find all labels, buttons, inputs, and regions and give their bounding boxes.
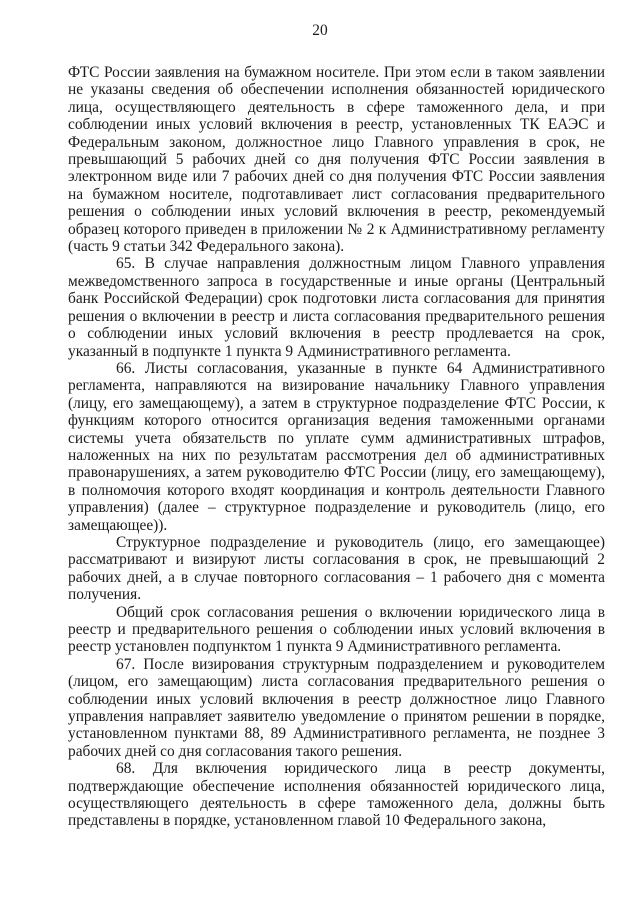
document-body	[68, 64, 605, 830]
paragraph-67: 67. После визирования структурным подразделением и руководителем (лицом, его замещающим) листа согласования предварительного решения о соблюдении иных условий включения в реестр должностное лицо Главного управления направляет заявителю уведомление о принятом решении в порядке, установленном пунктами 88, 89 Административного регламента, не позднее 3 рабочих дней со дня согласования такого решения.	[68, 655, 605, 760]
paragraph-66: 66. Листы согласования, указанные в пункте 64 Административного регламента, направляются на визирование начальнику Главного управления (лицу, его замещающему), а затем в структурное подразделение ФТС России, к функциям которого относится организация ведения таможенными органами системы учета обязательств по уплате сумм административных штрафов, наложенных на них по результатам рассмотрения дел об административных правонарушениях, а затем руководителю ФТС России (лицу, его замещающему), в полномочия которого входят координация и контроль деятельности Главного управления) (далее – структурное подразделение и руководитель (лицо, его замещающее)).	[68, 359, 605, 534]
paragraph-68: 68. Для включения юридического лица в реестр документы, подтверждающие обеспечение исполнения обязанностей юридического лица, осуществляющего деятельность в сфере таможенного дела, должны быть представлены в порядке, установленном главой 10 Федерального закона,	[68, 760, 605, 830]
paragraph-64-continuation: ФТС России заявления на бумажном носителе. При этом если в таком заявлении не указаны сведения об обеспечении исполнения обязанностей юридического лица, осуществляющего деятельность в сфере таможенного дела, и при соблюдении иных условий включения в реестр, установленных ТК ЕАЭС и Федеральным законом, должностное лицо Главного управления в срок, не превышающий 5 рабочих дней со дня получения ФТС России заявления в электронном виде или 7 рабочих дней со дня получения ФТС России заявления на бумажном носителе, подготавливает лист согласования предварительного решения о соблюдении иных условий включения в реестр, рекомендуемый образец которого приведен в приложении № 2 к Административному регламенту (часть 9 статьи 342 Федерального закона).	[68, 64, 605, 256]
paragraph-66-total-term: Общий срок согласования решения о включении юридического лица в реестр и предварительного решения о соблюдении иных условий включения в реестр установлен подпунктом 1 пункта 9 Административного регламента.	[68, 603, 605, 656]
paragraph-65: 65. В случае направления должностным лицом Главного управления межведомственного запроса в государственные и иные органы (Центральный банк Российской Федерации) срок подготовки листа согласования для принятия решения о включении в реестр и листа согласования предварительного решения о соблюдении иных условий включения в реестр продлевается на срок, указанный в подпункте 1 пункта 9 Административного регламента.	[68, 255, 605, 360]
paragraph-66-review-term: Структурное подразделение и руководитель (лицо, его замещающее) рассматривают и визируют листы согласования в срок, не превышающий 2 рабочих дней, а в случае повторного согласования – 1 рабочего дня с момента получения.	[68, 533, 605, 604]
page-number: 20	[312, 22, 328, 39]
